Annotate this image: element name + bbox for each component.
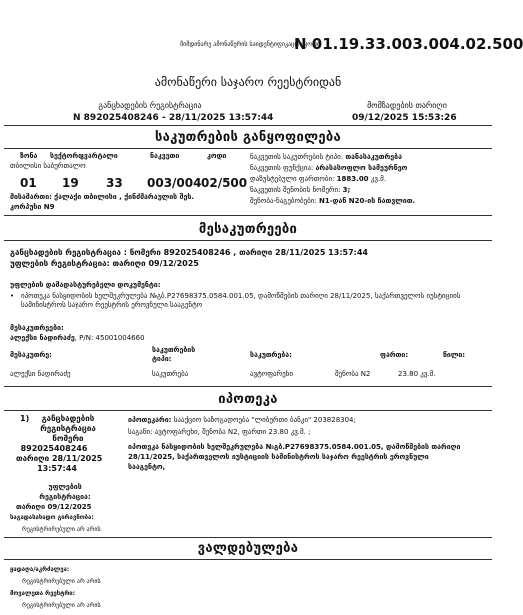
owners-registration-label: განცხადების რეგისტრაცია :	[10, 248, 127, 257]
owners-decision-label: უფლების რეგისტრაცია: თარიღი	[10, 259, 146, 268]
area-unit: კვ.მ.	[370, 175, 387, 183]
building-number-value: 3;	[342, 186, 351, 194]
column-code: კოდი	[207, 152, 227, 160]
row-area: 23.80	[398, 370, 419, 378]
code-value: 02/500	[201, 176, 248, 190]
creditor-label: იპოთეკარი:	[128, 416, 172, 424]
address-value: ქალაქი თბილისი , ქინძმარაულის შეს.	[54, 193, 194, 201]
divider	[4, 215, 492, 216]
mortgage-section-title: იპოთეკა	[218, 392, 278, 407]
creditor-value: სააქციო საზოგადოება "ლიბერთი ბანკი" 203828304;	[173, 416, 356, 424]
basis-label: უფლების დამადასტურებელი დოკუმენტი:	[10, 281, 161, 289]
row-area-unit: კვ.მ.	[420, 370, 436, 378]
ownership-type-label: ნაკვეთის საკუთრების ტიპი:	[250, 153, 344, 161]
zone-value: 01	[20, 176, 37, 190]
zone-name: თბილისი საბურთალო	[10, 162, 86, 170]
debtor-registry-label: მოვალეთა რეესტრი:	[10, 590, 76, 597]
mortgage-doc-text: იპოთეკა ნასყიდობის ხელშეკრულება №გბ.P27698375.0584.001.05, დამოწმების თარიღი 28/11/2025, საქართველოს იუსტიციის სამინისტროს საჯარო რეესტრის ეროვნული სააგენტო,	[128, 443, 461, 471]
table-header-area: ფართი:	[380, 351, 409, 359]
divider	[4, 537, 492, 538]
column-sector: სექტორი	[50, 152, 83, 160]
row-owner: ალექსი ნადირაძე	[10, 370, 71, 378]
column-zone: ზონა	[20, 152, 38, 160]
divider	[4, 125, 492, 126]
object-label: საგანი:	[128, 428, 153, 436]
ownership-type-value: თანასაკუთრება	[345, 153, 402, 161]
owners-section-title: მესაკუთრეები	[198, 222, 298, 237]
seizure-label: ყადაღა/აკრძალვა:	[10, 566, 70, 573]
basis-text: იპოთეკა ნასყიდობის ხელშეკრულება №გბ.P27698375.0584.001.05, დამოწმების თარიღი 28/11/2025, საქართველოს იუსტიციის სამინისტროს საჯარო რეესტრის ეროვნული სააგენტო	[21, 292, 461, 309]
document-code: N 01.19.33.003.004.02.500	[294, 35, 523, 53]
mortgage-time: 13:57:44	[37, 464, 77, 473]
tax-lien-label: საგადასახადო გირავნობა:	[10, 514, 94, 521]
purpose-value: არასასოფლო სამეურნეო	[315, 164, 408, 172]
obligations-section-title: ვალდებულება	[197, 541, 299, 556]
owners-decision-value: 09/12/2025	[148, 259, 199, 268]
buildings-value: N1-დან N20-ის ჩათვლით.	[319, 197, 416, 205]
column-parcel: ნაკვეთი	[150, 152, 180, 160]
seizure-value: რეგისტრირებული არ არის	[22, 578, 101, 585]
column-quarter: კვარტალი	[80, 152, 118, 160]
divider	[4, 410, 492, 411]
document-code-label: მიმდინარე ამონაწერის საიდენტიფიკაციო კოდი	[180, 41, 320, 48]
address-label: მისამართი:	[10, 193, 52, 201]
object-value: ავტოფარეხი, შენობა N2, ფართი 23.80 კვ.მ. ;	[154, 428, 311, 436]
property-section-title: საკუთრების განყოფილება	[154, 130, 342, 145]
table-header-share: წილი:	[443, 351, 466, 359]
tax-lien-value: რეგისტრირებული არ არის	[22, 526, 101, 533]
bullet-icon: •	[10, 292, 15, 300]
area-label: დაზუსტებული ფართობი:	[250, 175, 335, 183]
mortgage-date: 28/11/2025	[51, 454, 103, 463]
mortgage-date-label: თარიღი	[16, 454, 50, 463]
owner-pn: , P/N: 45001004660	[74, 334, 145, 342]
divider	[4, 148, 492, 149]
page-title: ამონაწერი საჯარო რეესტრიდან	[154, 75, 342, 89]
row-building: შენობა N2	[335, 370, 371, 378]
preparation-date-label: მომზადების თარიღი	[367, 101, 447, 110]
area-value: 1883.00	[336, 175, 369, 183]
debtor-registry-value: რეგისტრირებული არ არის	[22, 602, 101, 609]
row-property: ავტოფარეხი	[250, 370, 293, 378]
registration-value: N 892025408246 - 28/11/2025 13:57:44	[73, 113, 274, 123]
preparation-date-value: 09/12/2025 15:53:26	[352, 113, 457, 123]
quarter-value: 33	[106, 176, 123, 190]
rights-date-label: თარიღი	[16, 503, 46, 511]
address-line2: კორპუსი N9	[10, 203, 55, 211]
owner-name: ალექსი ნადირაძე	[10, 334, 75, 342]
row-type: საკუთრება	[152, 370, 189, 378]
table-header-type: საკუთრების ტიპი:	[152, 346, 196, 363]
owners-registration-value: ნომერი 892025408246 , თარიღი 28/11/2025 13:57:44	[129, 248, 368, 257]
mortgage-item-number: 1)	[20, 414, 30, 423]
rights-label-2: რეგისტრაცია:	[39, 493, 91, 501]
table-header-property: საკუთრება:	[250, 351, 292, 359]
parcel-value: 003/004	[147, 176, 202, 190]
purpose-label: ნაკვეთის ფუნქცია:	[250, 164, 314, 172]
sector-value: 19	[62, 176, 79, 190]
registration-label: განცხადების რეგისტრაცია	[98, 101, 202, 110]
mortgage-number-label: ნომერი	[52, 434, 84, 443]
mortgage-reg-label: განცხადების რეგისტრაცია	[40, 414, 96, 433]
rights-date: 09/12/2025	[47, 503, 92, 511]
building-number-label: ნაკვეთის შენობის ნომერი:	[250, 186, 341, 194]
mortgage-number: 892025408246	[20, 444, 88, 453]
divider	[4, 240, 492, 241]
owners-list-label: მესაკუთრეები:	[10, 324, 64, 332]
divider	[4, 386, 492, 387]
divider	[4, 559, 492, 560]
rights-label-1: უფლების	[48, 483, 82, 491]
buildings-label: შენობა-ნაგებობები:	[250, 197, 317, 205]
table-header-owner: მესაკუთრე:	[10, 351, 52, 359]
